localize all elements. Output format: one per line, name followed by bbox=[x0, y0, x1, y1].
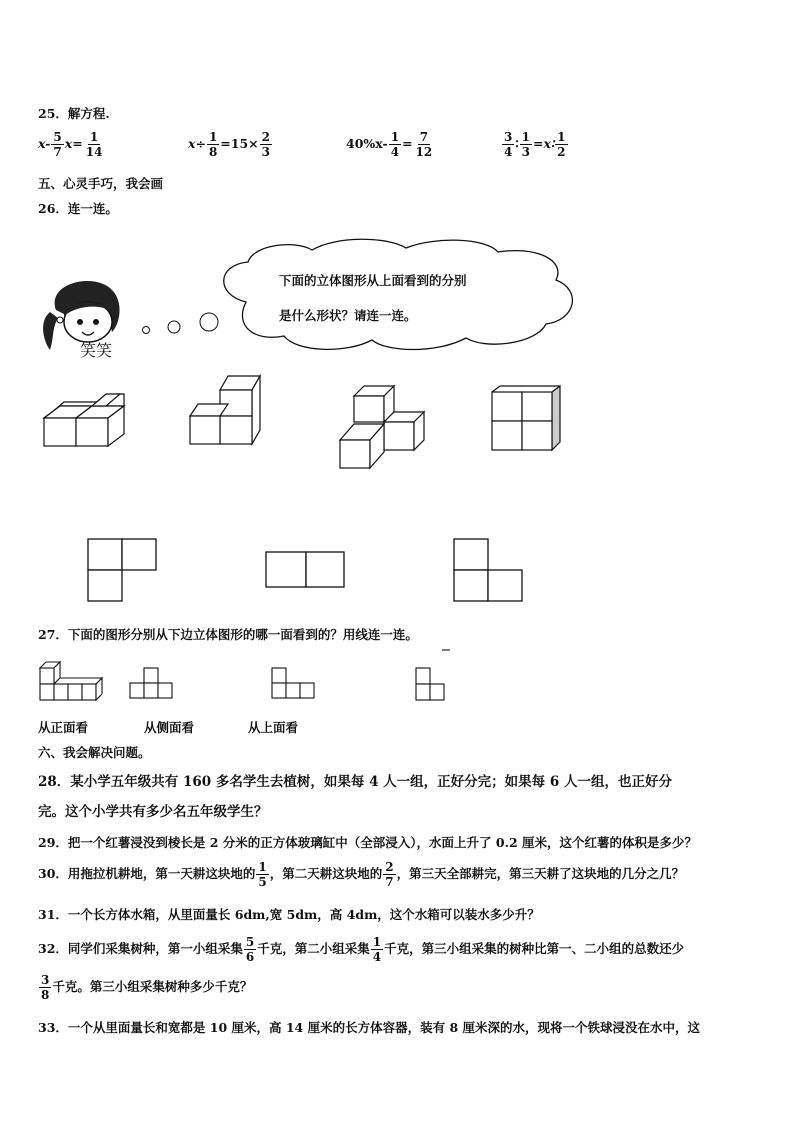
top-view-shape-1 bbox=[86, 536, 158, 604]
fraction: $\frac{1}{4}$ bbox=[390, 130, 400, 159]
top-view-shape-3 bbox=[452, 537, 526, 605]
q30-text: 30．用拖拉机耕地，第一天耕这块地的 $\frac{1}{5}$ ，第二天耕这块地的 $\frac{2}{7}$ ，第三天全部耕完，第三天耕了这块地的几分之几？ bbox=[38, 860, 685, 889]
fraction: $\frac{1}{3}$ bbox=[521, 130, 530, 159]
q27-view-2 bbox=[270, 666, 320, 700]
q28-line-1: 28．某小学五年级共有 160 多名学生去植树，如果每 4 人一组，正好分完；如果每 6 人一组，也正好分 bbox=[38, 774, 672, 790]
q32-line-2: $\frac{3}{8}$ 千克。第三小组采集树种多少千克？ bbox=[41, 973, 253, 1002]
fraction: $\frac{1}{8}$ bbox=[208, 130, 218, 159]
girl-name-label: 笑笑 bbox=[80, 341, 113, 360]
fraction: $\frac{1}{5}$ bbox=[258, 860, 267, 889]
thought-cloud bbox=[136, 240, 596, 360]
q27-title: 27．下面的图形分别从下边立体图形的哪一面看到的？用线连一连。 bbox=[38, 627, 418, 642]
q25-equation-3: 40%x- $\frac{1}{4}$ = $\frac{7}{12}$ bbox=[346, 130, 433, 159]
q27-view-3 bbox=[412, 648, 452, 704]
fraction: $\frac{1}{2}$ bbox=[557, 130, 566, 159]
section-5-heading: 五、心灵手巧，我会画 bbox=[38, 176, 164, 191]
fraction: $\frac{3}{4}$ bbox=[504, 130, 513, 159]
fraction: $\frac{5}{6}$ bbox=[245, 935, 255, 964]
fraction: $\frac{5}{7}$ bbox=[53, 130, 62, 159]
q27-view-1 bbox=[128, 666, 178, 700]
fraction: $\frac{7}{12}$ bbox=[415, 130, 433, 159]
q27-solid-figure bbox=[38, 660, 102, 702]
fraction: $\frac{2}{3}$ bbox=[261, 130, 270, 159]
solid-figure-2 bbox=[186, 372, 266, 448]
q27-label-top: 从上面看 bbox=[248, 720, 299, 735]
fraction: $\frac{2}{7}$ bbox=[385, 860, 394, 889]
q28-line-2: 完。这个小学共有多少名五年级学生？ bbox=[38, 804, 268, 820]
top-view-shape-2 bbox=[264, 550, 348, 590]
fraction: $\frac{1}{14}$ bbox=[85, 130, 103, 159]
solid-figure-4 bbox=[490, 384, 568, 454]
solid-figure-1 bbox=[40, 388, 130, 450]
solid-figure-3 bbox=[338, 384, 430, 472]
fraction: $\frac{1}{4}$ bbox=[372, 935, 382, 964]
q32-line-1: 32．同学们采集树种，第一小组采集 $\frac{5}{6}$ 千克，第二小组采集 $\frac{1}{4}$ 千克，第三小组采集的树种比第一、二小组的总数还少 bbox=[38, 935, 685, 964]
q25-equation-1: x- $\frac{5}{7}$ x= $\frac{1}{14}$ bbox=[38, 130, 103, 159]
cloud-text-line-2: 是什么形状？请连一连。 bbox=[279, 308, 417, 323]
fraction: $\frac{3}{8}$ bbox=[41, 973, 50, 1002]
q25-equation-4: $\frac{3}{4}$ ∶ $\frac{1}{3}$ =x∶ $\frac{1}{2}$ bbox=[504, 130, 566, 159]
q31-text: 31．一个长方体水箱，从里面量长 6dm,宽 5dm，高 4dm，这个水箱可以装水多少升？ bbox=[38, 907, 540, 922]
q25-equation-2: x÷ $\frac{1}{8}$ =15× $\frac{2}{3}$ bbox=[188, 130, 270, 159]
q33-text: 33．一个从里面量长和宽都是 10 厘米，高 14 厘米的长方体容器，装有 8 厘米深的水，现将一个铁球浸没在水中，这 bbox=[38, 1020, 700, 1035]
q27-label-front: 从正面看 bbox=[38, 720, 89, 735]
q29-text: 29．把一个红薯浸没到棱长是 2 分米的正方体玻璃缸中（全部浸入），水面上升了 0.2 厘米，这个红薯的体积是多少？ bbox=[38, 835, 697, 850]
cloud-text-line-1: 下面的立体图形从上面看到的分别 bbox=[279, 273, 467, 288]
section-6-heading: 六、我会解决问题。 bbox=[38, 745, 151, 760]
q26-title: 26．连一连。 bbox=[38, 201, 118, 216]
q25-title: 25．解方程. bbox=[38, 106, 110, 121]
q27-label-side: 从侧面看 bbox=[144, 720, 195, 735]
